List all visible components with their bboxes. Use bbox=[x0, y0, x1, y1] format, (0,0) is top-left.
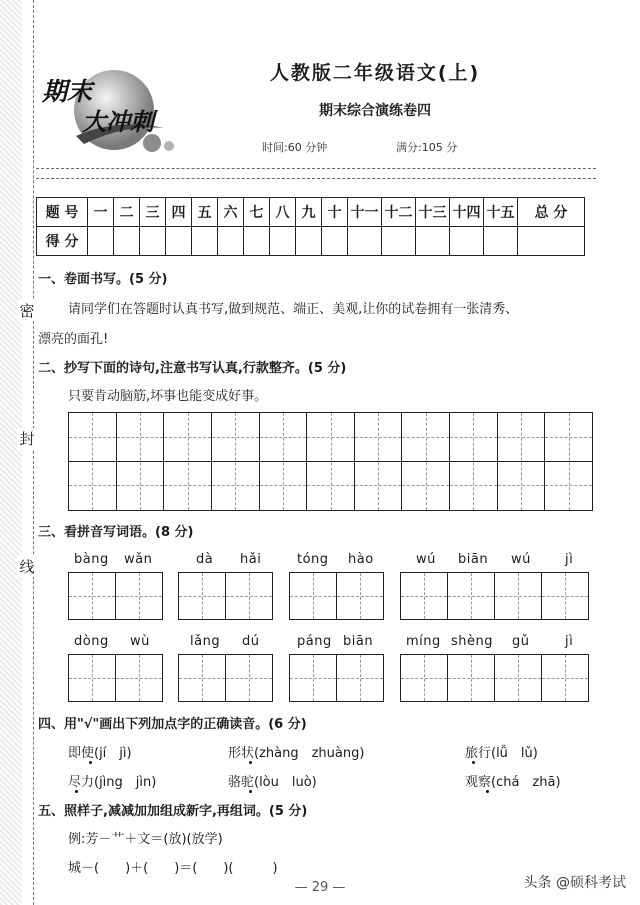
q-number: 十三 bbox=[416, 198, 450, 227]
word-box[interactable] bbox=[289, 654, 384, 702]
section-1-text-cont: 漂亮的面孔! bbox=[38, 332, 109, 347]
pinyin-syllable: jì bbox=[565, 552, 574, 567]
writing-cell[interactable] bbox=[401, 413, 449, 510]
pinyin-syllable: wǎn bbox=[124, 552, 153, 567]
section-5-title: 五、照样子,减减加加组成新字,再组词。(5 分) bbox=[38, 804, 308, 819]
binding-char-xian: 线 bbox=[17, 556, 37, 577]
pinyin-syllable: páng bbox=[297, 634, 332, 649]
score-cell bbox=[382, 227, 416, 256]
pinyin-syllable: wú bbox=[416, 552, 436, 567]
writing-cell[interactable] bbox=[544, 413, 592, 510]
full-score: 满分:105 分 bbox=[396, 141, 458, 154]
word-box[interactable] bbox=[68, 572, 163, 620]
pinyin-syllable: wú bbox=[511, 552, 531, 567]
pinyin-syllable: biān bbox=[458, 552, 489, 567]
pinyin-syllable: bàng bbox=[74, 552, 109, 567]
reading-item[interactable]: 形状(zhàng zhuàng) bbox=[228, 746, 365, 761]
page-number: — 29 — bbox=[294, 880, 346, 895]
q-number: 六 bbox=[218, 198, 244, 227]
binding-cut-line bbox=[33, 0, 34, 905]
q-number: 十二 bbox=[382, 198, 416, 227]
page-subtitle: 期末综合演练卷四 bbox=[319, 103, 431, 119]
q-number: 七 bbox=[244, 198, 270, 227]
writing-cell[interactable] bbox=[306, 413, 354, 510]
pinyin-syllable: biān bbox=[343, 634, 374, 649]
score-label-score: 得 分 bbox=[37, 227, 88, 256]
pinyin-syllable: hào bbox=[348, 552, 374, 567]
pinyin-syllable: lǎng bbox=[190, 634, 221, 649]
word-box[interactable] bbox=[289, 572, 384, 620]
score-cell bbox=[244, 227, 270, 256]
pinyin-syllable: dú bbox=[242, 634, 260, 649]
word-box[interactable] bbox=[178, 572, 273, 620]
word-box[interactable] bbox=[400, 654, 589, 702]
pinyin-syllable: jì bbox=[565, 634, 574, 649]
q-number: 二 bbox=[114, 198, 140, 227]
binding-strip bbox=[0, 0, 22, 905]
example-line: 例:芳－艹＋文＝(放)(放学) bbox=[68, 832, 223, 847]
score-cell bbox=[218, 227, 244, 256]
emphasis-dot bbox=[249, 790, 252, 793]
binding-char-mi: 密 bbox=[17, 300, 37, 321]
q-number: 十 bbox=[322, 198, 348, 227]
emphasis-dot bbox=[75, 790, 78, 793]
emphasis-dot bbox=[486, 790, 489, 793]
logo-graphic bbox=[36, 58, 186, 158]
reading-item[interactable]: 尽力(jìng jìn) bbox=[68, 775, 157, 790]
score-table-header-row bbox=[37, 198, 585, 227]
section-1-text: 请同学们在答题时认真书写,做到规范、端正、美观,让你的试卷拥有一张清秀、 bbox=[68, 302, 519, 317]
writing-cell[interactable] bbox=[211, 413, 259, 510]
reading-item[interactable]: 即使(jí jì) bbox=[68, 746, 132, 761]
score-table-score-row bbox=[37, 227, 585, 256]
score-cell bbox=[270, 227, 296, 256]
score-cell bbox=[166, 227, 192, 256]
binding-char-feng: 封 bbox=[17, 428, 37, 449]
score-cell bbox=[296, 227, 322, 256]
score-cell bbox=[88, 227, 114, 256]
pinyin-syllable: tóng bbox=[297, 552, 329, 567]
logo-ball bbox=[143, 134, 161, 152]
q-number: 三 bbox=[140, 198, 166, 227]
logo bbox=[36, 58, 186, 158]
score-cell bbox=[416, 227, 450, 256]
emphasis-dot bbox=[472, 761, 475, 764]
word-box[interactable] bbox=[178, 654, 273, 702]
time-limit: 时间:60 分钟 bbox=[262, 141, 328, 154]
word-box[interactable] bbox=[400, 572, 589, 620]
logo-text-2: 大冲刺 bbox=[82, 108, 154, 136]
score-label-question: 题 号 bbox=[37, 198, 88, 227]
word-box[interactable] bbox=[68, 654, 163, 702]
writing-cell[interactable] bbox=[116, 413, 164, 510]
pinyin-syllable: dà bbox=[196, 552, 214, 567]
emphasis-dot bbox=[249, 761, 252, 764]
logo-ball-small bbox=[164, 141, 174, 151]
section-2-title: 二、抄写下面的诗句,注意书写认真,行款整齐。(5 分) bbox=[38, 361, 347, 376]
page-title: 人教版二年级语文(上) bbox=[269, 62, 481, 84]
watermark: 头条 @硕科考试 bbox=[523, 875, 626, 891]
writing-cell[interactable] bbox=[497, 413, 545, 510]
score-cell bbox=[140, 227, 166, 256]
question-line[interactable]: 城－( )＋( )＝( )( ) bbox=[68, 861, 278, 876]
reading-item[interactable]: 观察(chá zhā) bbox=[465, 775, 561, 790]
score-cell bbox=[322, 227, 348, 256]
q-number: 九 bbox=[296, 198, 322, 227]
writing-cell[interactable] bbox=[259, 413, 307, 510]
score-cell bbox=[348, 227, 382, 256]
writing-cell[interactable] bbox=[449, 413, 497, 510]
score-cell bbox=[450, 227, 484, 256]
section-3-title: 三、看拼音写词语。(8 分) bbox=[38, 525, 194, 540]
writing-grid bbox=[68, 412, 593, 511]
writing-cell[interactable] bbox=[69, 413, 116, 510]
score-total-label: 总 分 bbox=[518, 198, 585, 227]
q-number: 一 bbox=[88, 198, 114, 227]
pinyin-syllable: míng bbox=[406, 634, 441, 649]
writing-cell[interactable] bbox=[163, 413, 211, 510]
q-number: 十五 bbox=[484, 198, 518, 227]
pinyin-syllable: gǔ bbox=[512, 634, 530, 649]
pinyin-syllable: dòng bbox=[74, 634, 109, 649]
poem-line: 只要肯动脑筋,坏事也能变成好事。 bbox=[68, 389, 268, 404]
pinyin-syllable: shèng bbox=[451, 634, 494, 649]
writing-cell[interactable] bbox=[354, 413, 402, 510]
reading-item[interactable]: 骆驼(lòu luò) bbox=[228, 775, 317, 790]
section-1-title: 一、卷面书写。(5 分) bbox=[38, 272, 168, 287]
q-number: 八 bbox=[270, 198, 296, 227]
q-number: 十四 bbox=[450, 198, 484, 227]
score-cell bbox=[518, 227, 585, 256]
pinyin-syllable: wù bbox=[130, 634, 150, 649]
header-rule-2 bbox=[36, 178, 596, 179]
q-number: 四 bbox=[166, 198, 192, 227]
header-rule bbox=[36, 168, 596, 169]
q-number: 五 bbox=[192, 198, 218, 227]
reading-item[interactable]: 旅行(lǚ lǔ) bbox=[465, 746, 538, 761]
score-cell bbox=[192, 227, 218, 256]
pinyin-syllable: hǎi bbox=[240, 552, 262, 567]
emphasis-dot bbox=[89, 761, 92, 764]
section-4-title: 四、用"√"画出下列加点字的正确读音。(6 分) bbox=[38, 717, 307, 732]
score-cell bbox=[114, 227, 140, 256]
q-number: 十一 bbox=[348, 198, 382, 227]
score-table bbox=[36, 197, 585, 256]
logo-text-1: 期末 bbox=[42, 77, 93, 106]
score-cell bbox=[484, 227, 518, 256]
